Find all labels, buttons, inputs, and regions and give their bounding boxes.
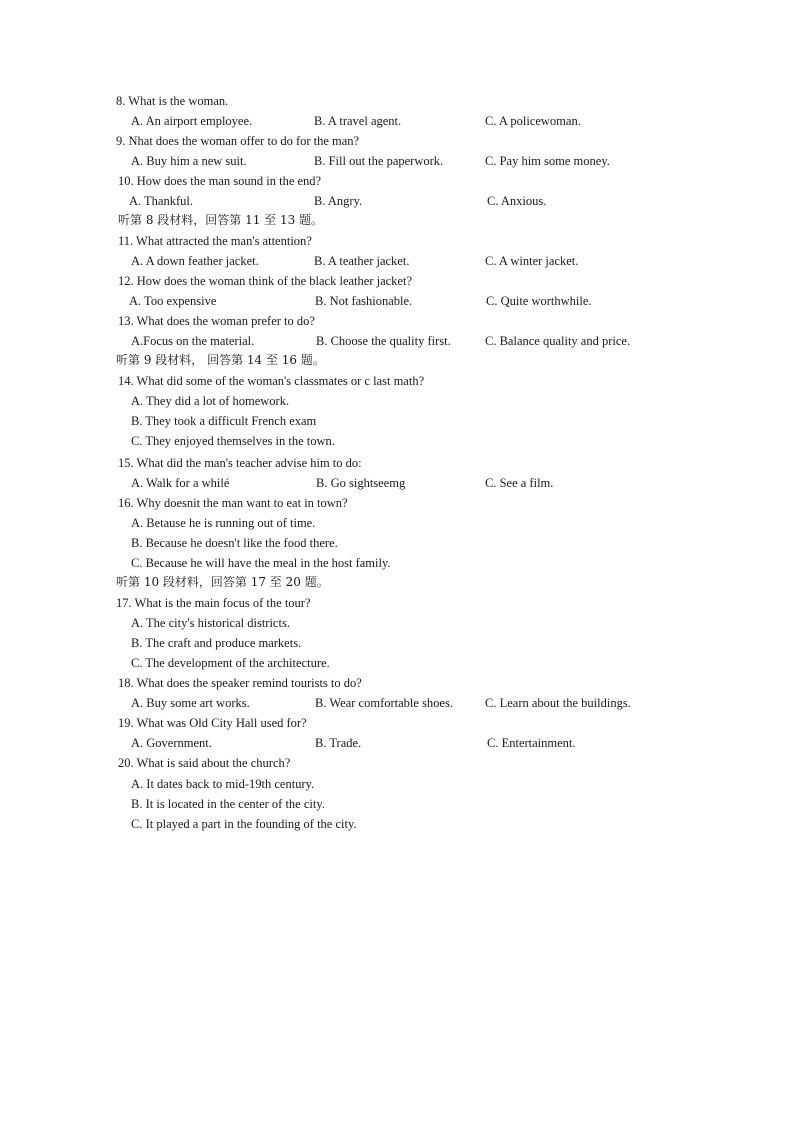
q9-option-b: B. Fill out the paperwork. — [314, 154, 444, 168]
q20-option-b: B. It is located in the center of the city. — [131, 797, 325, 811]
question-9: 9. Nhat does the woman offer to do for the man? — [116, 134, 360, 148]
q10-option-a: A. Thankful. — [129, 194, 193, 208]
question-19: 19. What was Old City Hall used for? — [118, 716, 307, 730]
q19-option-b: B. Trade. — [315, 736, 362, 750]
q9-option-a: A. Buy him a new suit. — [131, 154, 247, 168]
q17-option-a: A. The city's historical districts. — [131, 616, 290, 630]
q13-option-a: A.Focus on the material. — [131, 334, 255, 348]
q8-option-c: C. A policewoman. — [485, 114, 581, 128]
q17-option-b: B. The craft and produce markets. — [131, 636, 302, 650]
q8-option-b: B. A travel agent. — [314, 114, 402, 128]
question-15: 15. What did the man's teacher advise him to do: — [118, 456, 362, 470]
q12-option-b: B. Not fashionable. — [315, 294, 413, 308]
section-10-heading: 听第 10 段材料，回答第 17 至 20 题。 — [116, 575, 329, 589]
q11-option-a: A. A down feather jacket. — [131, 254, 259, 268]
q14-option-b: B. They took a difficult French exam — [131, 414, 317, 428]
question-12: 12. How does the woman think of the black leather jacket? — [118, 274, 413, 288]
q16-option-b: B. Because he doesn't like the food there. — [131, 536, 338, 550]
q15-option-a: A. Walk for a whilé — [131, 476, 230, 490]
q18-option-a: A. Buy some art works. — [131, 696, 250, 710]
section-9-heading: 听第 9 段材料， 回答第 14 至 16 题。 — [116, 353, 325, 367]
q18-option-c: C. Learn about the buildings. — [485, 696, 631, 710]
q13-option-b: B. Choose the quality first. — [316, 334, 451, 348]
question-14: 14. What did some of the woman's classmates or c last math? — [118, 374, 425, 388]
q9-option-c: C. Pay him some money. — [485, 154, 610, 168]
q12-option-a: A. Too expensive — [129, 294, 217, 308]
question-13: 13. What does the woman prefer to do? — [118, 314, 315, 328]
question-16: 16. Why doesnit the man want to eat in town? — [118, 496, 348, 510]
q18-option-b: B. Wear comfortable shoes. — [315, 696, 453, 710]
q8-option-a: A. An airport employee. — [131, 114, 253, 128]
q19-option-c: C. Entertainment. — [487, 736, 576, 750]
q11-option-b: B. A teather jacket. — [314, 254, 410, 268]
q10-option-b: B. Angry. — [314, 194, 363, 208]
q14-option-a: A. They did a lot of homework. — [131, 394, 290, 408]
q20-option-c: C. It played a part in the founding of the city. — [131, 817, 357, 831]
q15-option-b: B. Go sightseemg — [316, 476, 406, 490]
q16-option-c: C. Because he will have the meal in the host family. — [131, 556, 391, 570]
q20-option-a: A. It dates back to mid-19th century. — [131, 777, 315, 791]
q13-option-c: C. Balance quality and price. — [485, 334, 631, 348]
q14-option-c: C. They enjoyed themselves in the town. — [131, 434, 335, 448]
question-8: 8. What is the woman. — [116, 94, 229, 108]
question-10: 10. How does the man sound in the end? — [118, 174, 322, 188]
question-17: 17. What is the main focus of the tour? — [116, 596, 311, 610]
q10-option-c: C. Anxious. — [487, 194, 547, 208]
question-18: 18. What does the speaker remind tourists to do? — [118, 676, 362, 690]
q16-option-a: A. Betause he is running out of time. — [131, 516, 316, 530]
q12-option-c: C. Quite worthwhile. — [486, 294, 592, 308]
q17-option-c: C. The development of the architecture. — [131, 656, 330, 670]
section-8-heading: 听第 8 段材料，回答第 11 至 13 题。 — [118, 213, 324, 227]
question-20: 20. What is said about the church? — [118, 756, 291, 770]
question-11: 11. What attracted the man's attention? — [118, 234, 312, 248]
q19-option-a: A. Government. — [131, 736, 212, 750]
q11-option-c: C. A winter jacket. — [485, 254, 579, 268]
q15-option-c: C. See a film. — [485, 476, 554, 490]
